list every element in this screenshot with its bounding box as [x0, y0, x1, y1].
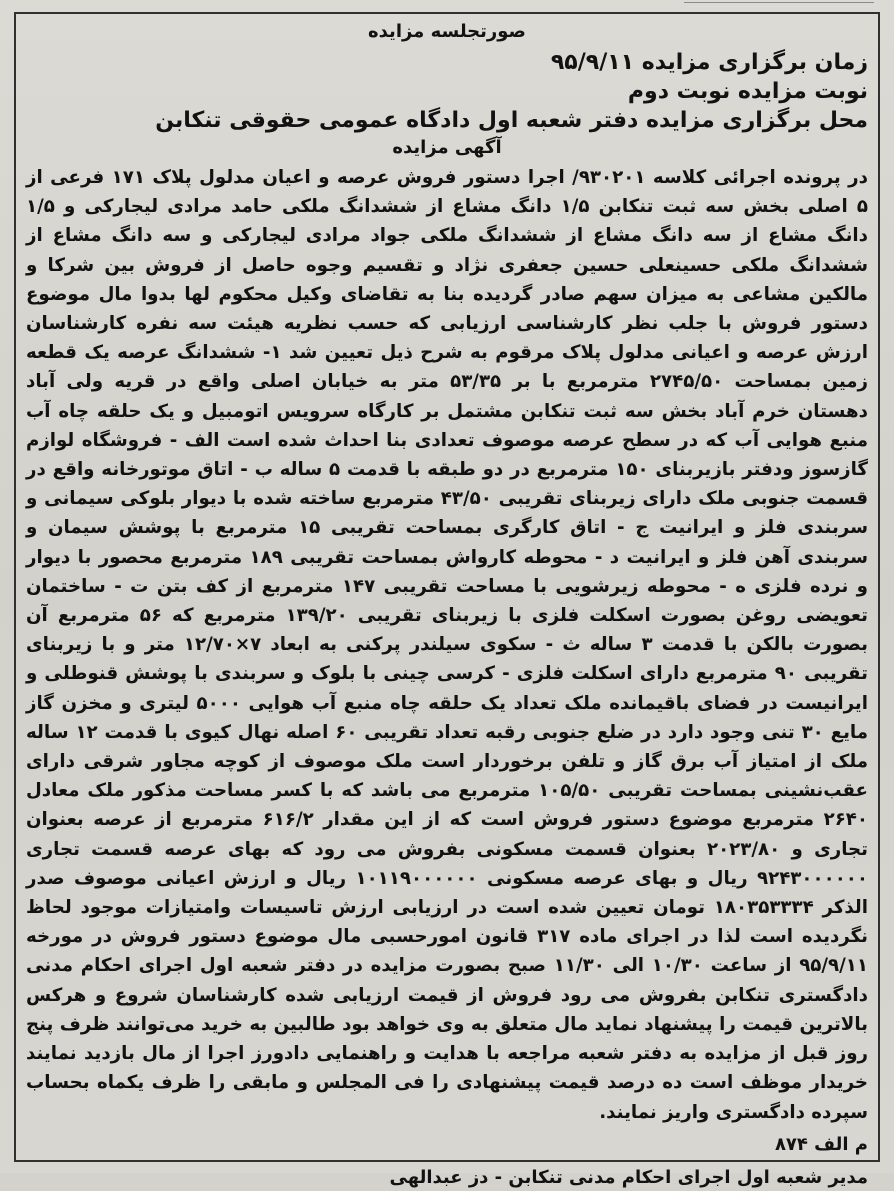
signature-line: مدیر شعبه اول اجرای احکام مدنی تنکابن - دز عبدالهی	[389, 1166, 868, 1188]
notice-body: در پرونده اجرائی کلاسه ۹۳۰۲۰۱/ اجرا دستور فروش عرصه و اعیان مدلول پلاک ۱۷۱ فرعی از ۵ اصلی بخش سه ثبت تنکابن ۱/۵ دانگ مشاع از ششدانگ ملکی حامد مرادی لیجارکی و ۱/۵ دانگ مشاع از سه دانگ مشاع از ششدانگ ملکی جواد مرادی لیجارکی و سه دانگ مشاع از ششدانگ ملکی حسینعلی حسین جعفری نژاد و تقسیم وجوه حاصل از فروش بین شرکا و مالکین مشاعی به میزان سهم صادر گردیده بنا به تقاضای وکیل محکوم لها بدوا مال موضوع دستور فروش با جلب نظر کارشناسی ارزیابی که حسب نظریه هیئت سه نفره کارشناسان ارزش عرصه و اعیانی مدلول پلاک مرقوم به شرح ذیل تعیین شد ۱- ششدانگ عرصه یک قطعه زمین بمساحت ۲۷۴۵/۵۰ مترمربع با بر ۵۳/۳۵ متر به خیابان اصلی واقع در قریه ولی آباد دهستان خرم آباد بخش سه ثبت تنکابن مشتمل بر کارگاه سرویس اتومبیل و یک حلقه چاه آب منبع هوایی آب که در سطح عرصه موصوف تعدادی بنا احداث شده است الف - فروشگاه لوازم گازسوز ودفتر بازیربنای ۱۵۰ مترمربع در دو طبقه با قدمت ۵ ساله ب - اتاق موتورخانه واقع در قسمت جنوبی ملک دارای زیربنای تقریبی ۴۳/۵۰ مترمربع ساخته شده با دیوار بلوکی سیمانی و سربندی فلز و ایرانیت ج - اتاق کارگری بمساحت تقریبی ۱۵ مترمربع با پوشش سیمان و سربندی آهن فلز و ایرانیت د - محوطه کارواش بمساحت تقریبی ۱۸۹ مترمربع محصور با دیوار و نرده فلزی ه - محوطه زیرشویی با مساحت تقریبی ۱۴۷ مترمربع از کف بتن ت - ساختمان تعویضی روغن بصورت اسکلت فلزی با زیربنای تقریبی ۱۳۹/۲۰ مترمربع که ۵۶ مترمربع آن بصورت بالکن با قدمت ۳ ساله ث - سکوی سیلندر پرکنی به ابعاد ۷×۱۲/۷۰ متر و با زیربنای تقریبی ۹۰ مترمربع دارای اسکلت فلزی - کرسی چینی با بلوک و سربندی با پوشش قنوطلی و ایرانیست در فضای باقیمانده ملک تعداد یک حلقه چاه منبع آب هوایی ۵۰۰۰ لیتری و مخزن گاز مایع ۳۰ تنی وجود دارد در ضلع جنوبی رقبه تعداد تقریبی ۶۰ اصله نهال کیوی با قدمت ۱۲ ساله ملک از امتیاز آب برق گاز و تلفن برخوردار است ملک موصوف از کوچه مجاور شرقی دارای عقب‌نشینی بمساحت تقریبی ۱۰۵/۵۰ مترمربع می باشد که با کسر مساحت مذکور ملک معادل ۲۶۴۰ مترمربع موضوع دستور فروش است که از این مقدار ۶۱۶/۲ مترمربع از عرصه بعنوان تجاری و ۲۰۲۳/۸۰ بعنوان قسمت مسکونی بفروش می رود که بهای عرصه قسمت تجاری ۹۲۴۳۰۰۰۰۰۰ ریال و بهای عرصه مسکونی ۱۰۱۱۹۰۰۰۰۰۰ ریال و ارزش اعیانی موصوف صدر الذکر ۱۸۰۳۵۳۳۳۴ تومان تعیین شده است در ارزیابی ارزش تاسیسات وامتیازات موجود لحاظ نگردیده است لذا در اجرای ماده ۳۱۷ قانون امورحسبی مال موضوع دستور فروش در مورخه ۹۵/۹/۱۱ از ساعت ۱۰/۳۰ الی ۱۱/۳۰ صبح بصورت مزایده در دفتر شعبه اول اجرای احکام مدنی دادگستری تنکابن بفروش می رود فروش از قیمت ارزیابی شده کارشناسان شروع و هرکس بالاترین قیمت را پیشنهاد نماید مال متعلق به وی خواهد بود طالبین به خرید می‌توانند ظرف پنج روز قبل از مزایده به دفتر شعبه مراجعه با هدایت و راهنمایی دادورز اجرا از مال بازدید نمایند خریدار موظف است ده درصد قیمت پیشنهادی را فی المجلس و مابقی را ظرف یکماه بحساب سپرده دادگستری واریز نمایند.	[26, 167, 869, 1123]
notice-subtitle: آگهی مزایده	[392, 137, 502, 158]
clipping-edge-line	[684, 2, 874, 11]
auction-notice	[26, 18, 868, 1191]
auction-time: زمان برگزاری مزایده ۹۵/۹/۱۱	[550, 50, 868, 75]
reference-number: م الف ۸۷۴	[774, 1133, 868, 1155]
auction-round: نوبت مزایده نوبت دوم	[627, 79, 868, 104]
auction-place: محل برگزاری مزایده دفتر شعبه اول دادگاه عمومی حقوقی تنکابن	[155, 108, 868, 133]
notice-title: صورتجلسه مزایده	[368, 21, 526, 42]
